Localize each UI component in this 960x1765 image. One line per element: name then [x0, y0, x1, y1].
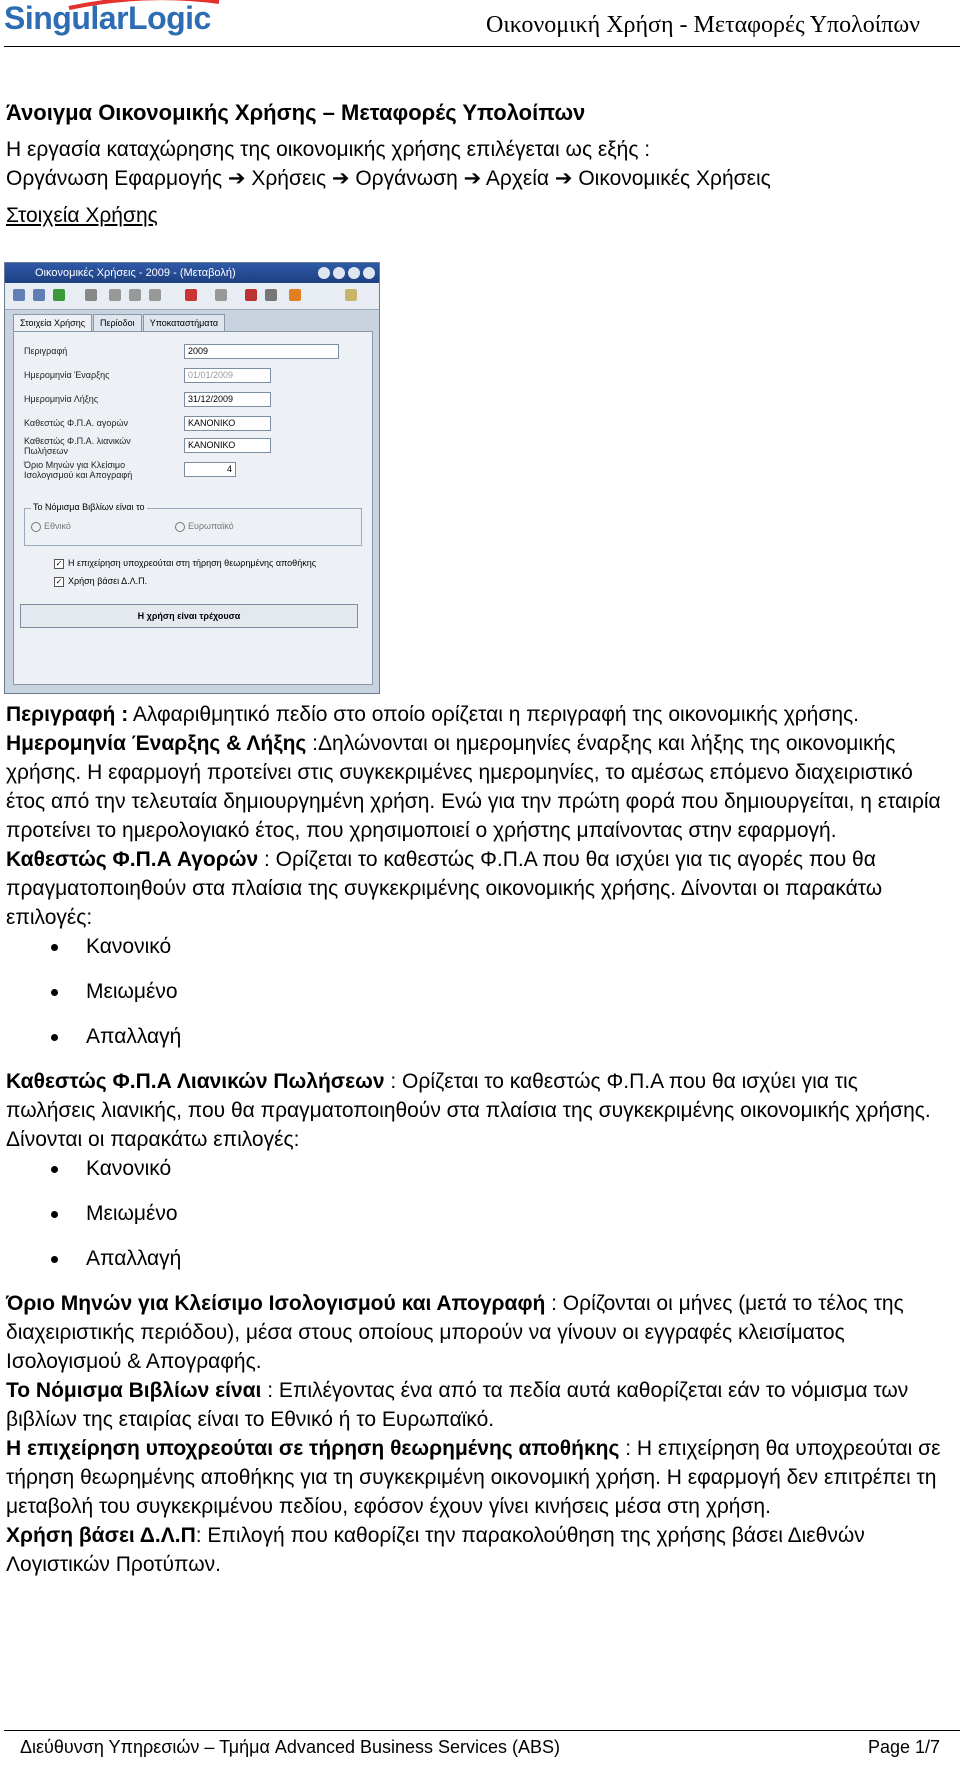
desc-text: Αλφαριθμητικό πεδίο στο οποίο ορίζεται η περιγραφή της οικονομικής χρήσης. — [128, 703, 859, 726]
menu-path: Οργάνωση Εφαρμογής ➔ Χρήσεις ➔ Οργάνωση ➔ Αρχεία ➔ Οικονομικές Χρήσεις — [6, 167, 771, 190]
list-item-text: Κανονικό — [86, 935, 172, 958]
ss-help-icon — [289, 289, 301, 301]
ss-check-label: Η επιχείρηση υποχρεούται στη τήρηση θεωρημένης αποθήκης — [68, 558, 317, 568]
vat-retail-text: : Ορίζεται το καθεστώς Φ.Π.Α που θα ισχύει για τις πωλήσεις λιανικής, που θα πραγματοποιηθούν στα πλαίσια της συγκεκριμένης οικονομικής χρήσης. Δίνονται οι παρακάτω επιλογές: — [6, 1070, 931, 1151]
page-header — [0, 0, 960, 48]
ss-tab-branches: Υποκαταστήματα — [143, 314, 225, 331]
ss-toolbar — [5, 283, 379, 310]
embedded-screenshot — [4, 262, 380, 694]
ss-print-icon — [265, 289, 277, 301]
ias-text: : Επιλογή που καθορίζει την παρακολούθηση της χρήσης βάσει Διεθνών Λογιστικών Προτύπων. — [6, 1524, 865, 1576]
list-item — [6, 1154, 950, 1199]
ss-window-title: Οικονομικές Χρήσεις - 2009 - (Μεταβολή) — [35, 267, 236, 279]
ss-group-label: Το Νόμισμα Βιβλίων είναι το — [33, 502, 145, 512]
ss-tab-periods: Περίοδοι — [93, 314, 142, 331]
ss-select: ΚΑΝΟΝΙΚΟ — [184, 416, 271, 431]
vat-buy-text: : Ορίζεται το καθεστώς Φ.Π.Α που θα ισχύει για τις αγορές που θα πραγματοποιηθούν στα πλαίσια της συγκεκριμένης οικονομικής χρήσης. Δίνονται οι παρακάτω επιλογές: — [6, 848, 883, 929]
ss-label: Ημερομηνία Λήξης — [24, 394, 99, 404]
ss-check-ias: ✓ Χρήση βάσει Δ.Λ.Π. — [55, 576, 148, 586]
list-item-text: Απαλλαγή — [86, 1247, 182, 1270]
vat-retail-paragraph — [6, 1067, 950, 1154]
ss-exit-icon — [345, 289, 357, 301]
page-heading: Άνοιγμα Οικονομικής Χρήσης – Μεταφορές Υπολοίπων — [6, 100, 586, 125]
currency-label: Το Νόμισμα Βιβλίων είναι — [6, 1379, 262, 1402]
list-item — [6, 932, 950, 977]
ss-input: 2009 — [184, 344, 339, 359]
limit-paragraph — [6, 1289, 950, 1376]
ss-forward-icon — [33, 289, 45, 301]
ss-cancel-icon — [129, 289, 141, 301]
header-title: Οικονομική Χρήση - Μεταφορές Υπολοίπων — [486, 12, 920, 38]
ss-tabs — [13, 313, 226, 331]
ss-current-button: Η χρήση είναι τρέχουσα — [20, 604, 358, 628]
ss-back-icon — [13, 289, 25, 301]
ias-paragraph — [6, 1521, 950, 1579]
vat-retail-label: Καθεστώς Φ.Π.Α Λιανικών Πωλήσεων — [6, 1070, 385, 1093]
ss-tab-details: Στοιχεία Χρήσης — [13, 314, 92, 331]
list-item-text: Μειωμένο — [86, 980, 178, 1003]
logo-swoosh-icon — [64, 0, 224, 10]
currency-text: : Επιλέγοντας ένα από τα πεδία αυτά καθορίζεται εάν το νόμισμα των βιβλίων της εταιρίας είναι το Εθνικό ή το Ευρωπαϊκό. — [6, 1379, 909, 1431]
ss-label: Ημερομηνία Έναρξης — [24, 370, 110, 380]
warehouse-text: : Η επιχείρηση θα υποχρεούται σε τήρηση θεωρημένης αποθήκης για τη συγκεκριμένη οικονομική χρήση. Η εφαρμογή δεν επιτρέπει τη μεταβολή του συγκεκριμένου πεδίου, εφόσον έχουν γίνει κινήσεις μέσα στη χρήση. — [6, 1437, 941, 1518]
ss-window-titlebar — [5, 263, 379, 283]
intro-section — [6, 98, 950, 230]
ss-radio-euro — [175, 521, 234, 532]
ss-check-label: Χρήση βάσει Δ.Λ.Π. — [68, 576, 148, 586]
ss-radio-label: Εθνικό — [44, 521, 71, 531]
warehouse-label: Η επιχείρηση υποχρεούται σε τήρηση θεωρημένης αποθήκης — [6, 1437, 620, 1460]
ss-input: 01/01/2009 — [184, 368, 271, 383]
footer-department: Διεύθυνση Υπηρεσιών – Τμήμα Advanced Business Services (ABS) — [20, 1737, 561, 1757]
dates-text: :Δηλώνονται οι ημερομηνίες έναρξης και λήξης της οικονομικής χρήσης. Η εφαρμογή προτείνει στις συγκεκριμένες ημερομηνίες, το αμέσως επόμενο διαχειριστικό έτος από την τελευταία δημιουργημένη χρήση. Ενώ για την πρώτη φορά που δημιουργείται, η εταιρία προτείνει το ημερολογιακό έτος, που χρησιμοποιεί ο χρήστης μπαίνοντας στην εφαρμογή. — [6, 732, 941, 842]
limit-text: : Ορίζονται οι μήνες (μετά το τέλος της διαχειριστικής περιόδου), μέσα στους οποίους μπορούν να γίνουν οι εγγραφές κλεισίματος Ισολογισμού & Απογραφής. — [6, 1292, 904, 1373]
ss-radio-national — [31, 521, 71, 532]
vat-buy-options — [6, 932, 950, 1067]
ss-label: Περιγραφή — [24, 346, 68, 356]
list-item — [6, 1022, 950, 1067]
list-item — [6, 1244, 950, 1289]
ss-input: 4 — [184, 462, 236, 477]
dates-paragraph — [6, 729, 950, 845]
list-item-text: Κανονικό — [86, 1157, 172, 1180]
limit-label: Όριο Μηνών για Κλείσιμο Ισολογισμού και Απογραφή — [6, 1292, 546, 1315]
vat-buy-label: Καθεστώς Φ.Π.Α Αγορών — [6, 848, 259, 871]
ss-new-icon — [53, 289, 65, 301]
footer-divider — [4, 1730, 960, 1731]
ss-label: Όριο Μηνών για Κλείσιμο Ισολογισμού και Απογραφή — [24, 460, 133, 480]
warehouse-paragraph — [6, 1434, 950, 1521]
ss-delete-icon — [149, 289, 161, 301]
list-item — [6, 1199, 950, 1244]
ss-check-icon — [109, 289, 121, 301]
intro-line: Η εργασία καταχώρησης της οικονομικής χρήσης επιλέγεται ως εξής : — [6, 138, 651, 161]
ss-label: Καθεστώς Φ.Π.Α. αγορών — [24, 418, 129, 428]
section-title: Στοιχεία Χρήσης — [6, 204, 158, 227]
logo-text: SingularLogic — [4, 0, 211, 36]
ias-label: Χρήση βάσει Δ.Λ.Π — [6, 1524, 196, 1547]
header-divider — [4, 46, 960, 47]
ss-radio-label: Ευρωπαϊκό — [188, 521, 234, 531]
ss-search-icon — [245, 289, 257, 301]
vat-retail-options — [6, 1154, 950, 1289]
vat-buy-paragraph — [6, 845, 950, 932]
list-item-text: Απαλλαγή — [86, 1025, 182, 1048]
list-item-text: Μειωμένο — [86, 1202, 178, 1225]
ss-nav-icon — [185, 289, 197, 301]
page-number: Page 1/7 — [867, 1737, 940, 1757]
ss-currency-group — [24, 502, 362, 546]
desc-label: Περιγραφή : — [6, 703, 129, 726]
ss-stop-icon — [85, 289, 97, 301]
ss-form-panel — [13, 331, 373, 685]
description-section — [6, 700, 950, 1579]
ss-history-icon — [215, 289, 227, 301]
ss-select: ΚΑΝΟΝΙΚΟ — [184, 438, 271, 453]
singularlogic-logo — [4, 0, 211, 37]
ss-input: 31/12/2009 — [184, 392, 271, 407]
currency-paragraph — [6, 1376, 950, 1434]
ss-check-warehouse: ✓ Η επιχείρηση υποχρεούται στη τήρηση θεωρημένης αποθήκης — [55, 558, 317, 568]
dates-label: Ημερομηνία Έναρξης & Λήξης — [6, 732, 307, 755]
ss-label: Καθεστώς Φ.Π.Α. λιανικών Πωλήσεων — [24, 436, 131, 456]
desc-paragraph — [6, 700, 950, 729]
list-item — [6, 977, 950, 1022]
